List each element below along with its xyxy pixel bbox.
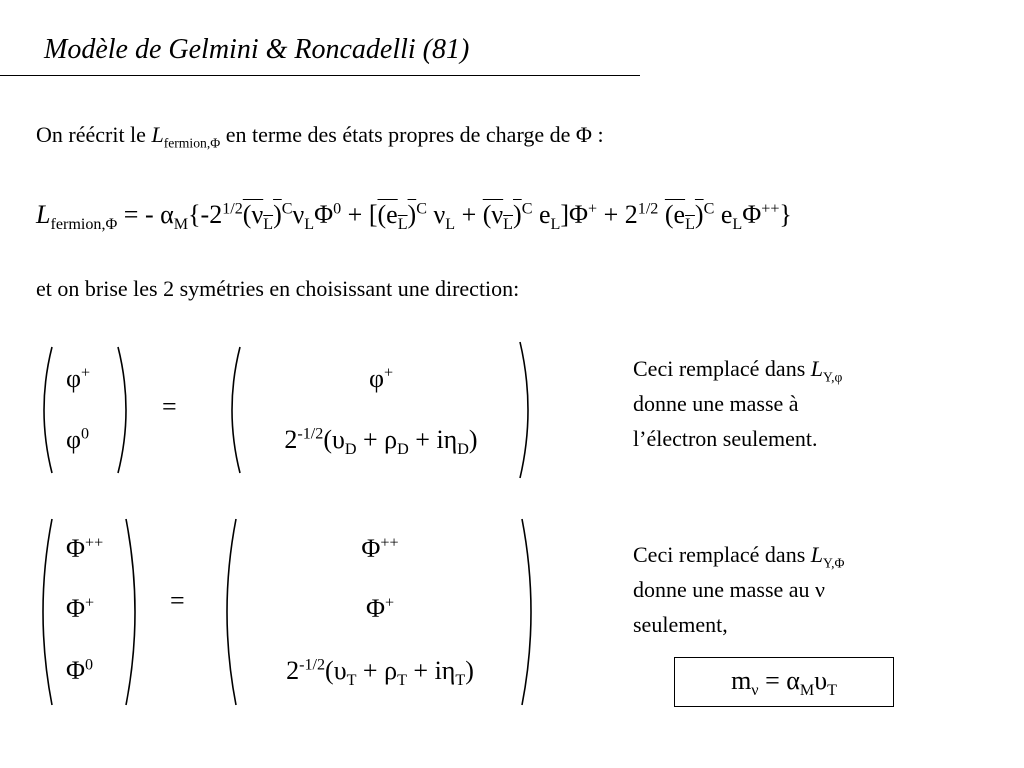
note2-sub: Y,Φ <box>823 555 845 571</box>
lag-term2-close: ) <box>407 200 417 229</box>
lag-term3-overline <box>482 200 522 234</box>
triplet-rhs-row1-sup: ++ <box>380 534 399 552</box>
lag-nu2: ν <box>426 200 446 229</box>
lag-term4: (e <box>664 200 686 229</box>
triplet-rhs-row1 <box>238 534 522 564</box>
lag-sup-pp: ++ <box>761 200 780 218</box>
triplet-rhs-sub1: T <box>346 672 357 690</box>
doublet-rhs-top-sup: + <box>383 364 394 382</box>
lagrangian-equation <box>36 200 792 234</box>
lag-term1-sub: L <box>263 216 274 234</box>
lag-plus-two: + 2 <box>597 200 638 229</box>
triplet-lhs-row1 <box>66 534 103 564</box>
lag-plus1: + <box>455 200 483 229</box>
doublet-rhs-top-base: φ <box>368 364 384 393</box>
neutrino-mass-formula <box>674 666 894 700</box>
doublet-rhs-p1: + ρ <box>356 425 398 454</box>
lag-e1: e <box>532 200 551 229</box>
lag-plus-bracket: + [ <box>341 200 378 229</box>
doublet-lhs-right-paren <box>116 345 132 475</box>
triplet-lhs-row1-sup: ++ <box>85 534 104 552</box>
lag-sub-L1: L <box>304 216 315 234</box>
triplet-rhs-left-paren <box>222 517 238 707</box>
doublet-lhs-bottom-base: φ <box>66 425 82 454</box>
lag-term3: (ν <box>482 200 504 229</box>
triplet-rhs-sub3: T <box>455 672 466 690</box>
intro-sub: fermion,Φ <box>163 135 221 151</box>
lag-sup-half2: 1/2 <box>637 200 659 218</box>
triplet-lhs-left-paren <box>38 517 54 707</box>
note1-text1: Ceci remplacé dans <box>633 356 811 381</box>
doublet-rhs-bottom <box>240 425 522 459</box>
lag-term4-sub: L <box>685 216 695 234</box>
lag-term2-sub: L <box>397 216 408 234</box>
lag-end: } <box>779 200 792 229</box>
lag-bracket-close: ] <box>560 200 569 229</box>
lag-term2-overline <box>377 200 417 234</box>
doublet-lhs-bottom-sup: 0 <box>81 425 90 443</box>
triplet-lhs-right-paren <box>124 517 140 707</box>
note1-sub: Y,φ <box>823 369 843 385</box>
lag-term4-overline <box>664 200 704 234</box>
doublet-lhs-top-sup: + <box>81 364 91 382</box>
lag-e2: e <box>714 200 733 229</box>
triplet-rhs-two: 2 <box>286 656 300 685</box>
slide-title: Modèle de Gelmini & Roncadelli (81) <box>44 34 470 65</box>
intro-L: L <box>151 122 164 147</box>
doublet-lhs-left-paren <box>38 345 54 475</box>
triplet-rhs-right-paren <box>520 517 536 707</box>
note1-L: L <box>810 356 824 381</box>
lag-term1-close: ) <box>273 200 282 229</box>
doublet-rhs-p2: + iη <box>408 425 458 454</box>
triplet-lhs-row2-sup: + <box>85 594 95 612</box>
note1 <box>633 351 842 456</box>
doublet-lhs-top-base: φ <box>66 364 82 393</box>
lag-sup-C1: C <box>281 200 293 218</box>
doublet-equals: = <box>162 392 177 421</box>
note1-line1 <box>633 351 842 386</box>
intro-suffix: en terme des états propres de charge de Φ : <box>220 122 604 147</box>
lag-sub-L4: L <box>732 216 743 234</box>
triplet-rhs-p2: + iη <box>406 656 456 685</box>
triplet-rhs-exp: -1/2 <box>299 656 326 674</box>
triplet-lhs-row2-base: Φ <box>66 594 86 623</box>
mass-sub-nu: ν <box>751 682 759 700</box>
note1-line2: donne une masse à <box>633 391 799 416</box>
triplet-rhs-p1: + ρ <box>356 656 398 685</box>
doublet-rhs-sub1: D <box>344 441 357 459</box>
triplet-rhs-row2-sup: + <box>384 594 395 612</box>
doublet-lhs-bottom <box>66 425 89 455</box>
mass-m: m <box>731 666 752 695</box>
lag-sup-C3: C <box>521 200 533 218</box>
note2-L: L <box>810 542 824 567</box>
break-text: et on brise les 2 symétries en choisissant une direction: <box>36 276 520 301</box>
note2-line3: seulement, <box>633 612 728 637</box>
doublet-rhs-right-paren <box>518 340 534 480</box>
triplet-lhs-row3 <box>66 656 93 686</box>
lag-sub-L3: L <box>550 216 561 234</box>
doublet-rhs-top <box>240 364 522 394</box>
lag-term2: (e <box>377 200 398 229</box>
doublet-rhs-open: (υ <box>323 425 345 454</box>
lag-sup-C4: C <box>703 200 715 218</box>
mass-upsilon: υ <box>814 666 828 695</box>
doublet-lhs-top <box>66 364 90 394</box>
mass-sub-T: T <box>827 682 837 700</box>
lag-term3-close: ) <box>513 200 522 229</box>
lag-phi: Φ <box>314 200 334 229</box>
doublet-rhs-exp: -1/2 <box>297 425 324 443</box>
title-underline <box>0 75 640 76</box>
mass-eq: = α <box>758 666 800 695</box>
lag-sub-M: M <box>173 216 189 234</box>
lag-sup-0: 0 <box>333 200 342 218</box>
triplet-rhs-open: (υ <box>325 656 347 685</box>
triplet-lhs-row1-base: Φ <box>66 534 86 563</box>
lag-sup-half: 1/2 <box>222 200 243 218</box>
doublet-rhs-sub2: D <box>397 441 409 459</box>
lag-phi3: Φ <box>742 200 762 229</box>
note2-line2: donne une masse au ν <box>633 577 826 602</box>
lag-phi2: Φ <box>569 200 589 229</box>
triplet-equals: = <box>170 586 185 615</box>
triplet-rhs-row2-base: Φ <box>365 594 385 623</box>
lag-sub: fermion,Φ <box>50 216 118 234</box>
lag-part2: {-2 <box>188 200 223 229</box>
lag-term1-overline <box>242 200 282 234</box>
triplet-lhs-row2 <box>66 594 94 624</box>
triplet-rhs-close: ) <box>465 656 474 685</box>
intro-text <box>36 122 604 151</box>
triplet-rhs-row3 <box>238 656 522 690</box>
note2-text1: Ceci remplacé dans <box>633 542 811 567</box>
lag-term1: (ν <box>242 200 264 229</box>
doublet-rhs-two: 2 <box>284 425 298 454</box>
triplet-rhs-sub2: T <box>397 672 407 690</box>
triplet-lhs-row3-base: Φ <box>66 656 86 685</box>
lag-part1: = - α <box>117 200 174 229</box>
note2-line1 <box>633 537 844 572</box>
lag-term4-close: ) <box>694 200 704 229</box>
triplet-rhs-row1-base: Φ <box>361 534 381 563</box>
lag-nu: ν <box>292 200 305 229</box>
triplet-lhs-row3-sup: 0 <box>85 656 94 674</box>
lag-sup-C2: C <box>416 200 427 218</box>
note1-line3: l’électron seulement. <box>633 426 818 451</box>
lag-term3-sub: L <box>503 216 514 234</box>
intro-prefix: On réécrit le <box>36 122 152 147</box>
note2 <box>633 537 844 642</box>
lag-L: L <box>36 200 51 229</box>
lag-sup-plus: + <box>588 200 598 218</box>
triplet-rhs-row2 <box>238 594 522 624</box>
doublet-rhs-close: ) <box>468 425 478 454</box>
mass-sub-M: M <box>799 682 815 700</box>
doublet-rhs-sub3: D <box>457 441 469 459</box>
lag-sub-L2: L <box>445 216 456 234</box>
